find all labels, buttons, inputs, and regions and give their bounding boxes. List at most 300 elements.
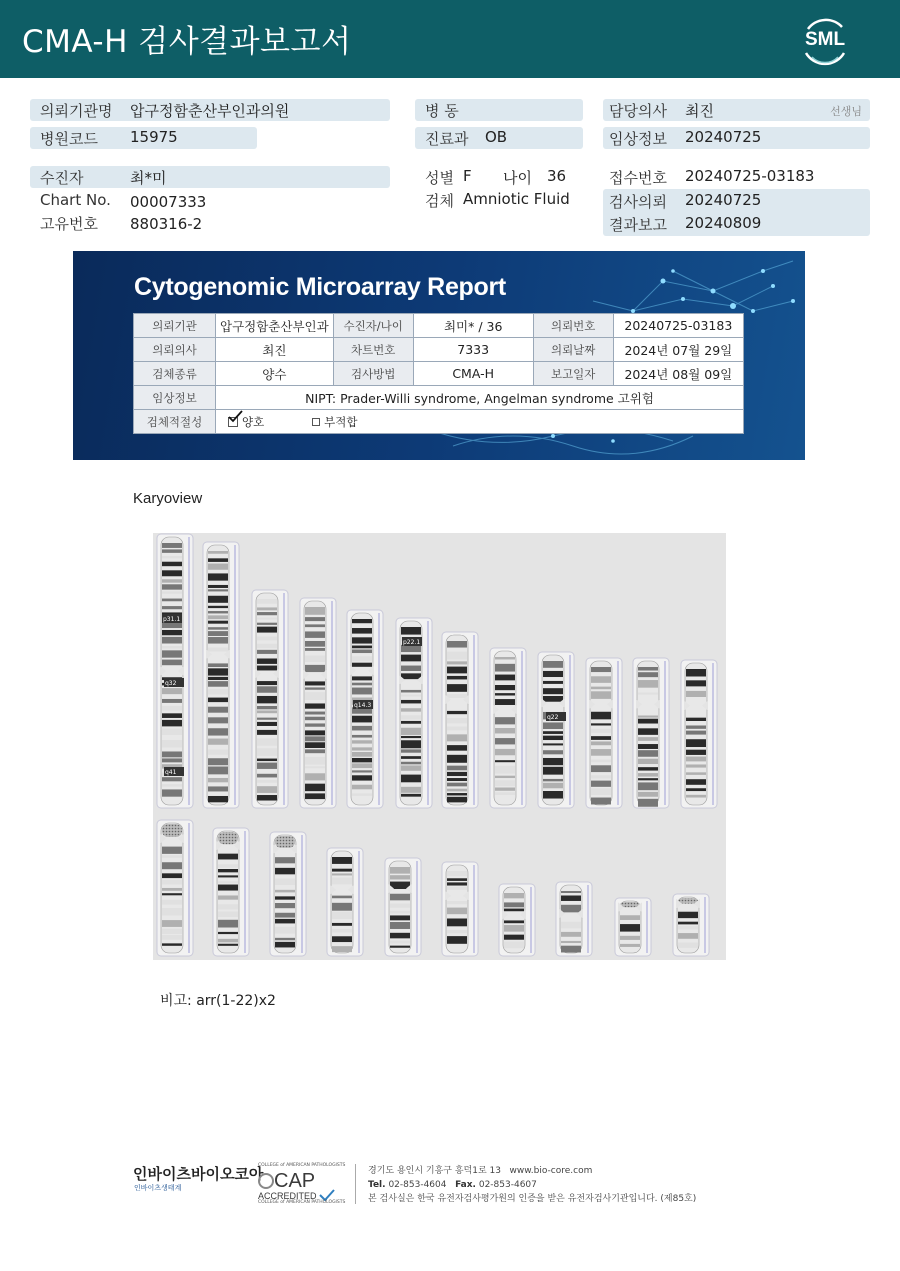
- chromosome-band: [162, 935, 182, 940]
- chromosome-band: [257, 718, 277, 720]
- remark-text: 비고: arr(1-22)x2: [160, 993, 276, 1009]
- chromosome-band: [401, 708, 421, 711]
- chromosome-band: [305, 766, 325, 768]
- chromosome-band: [257, 658, 277, 663]
- chromosome-band: [447, 641, 467, 648]
- chromosome-band: [591, 736, 611, 740]
- chromosome-band: [332, 929, 352, 933]
- chromosome-band: [401, 673, 421, 679]
- company-logo-sub: 인바이츠생태계: [134, 1184, 182, 1192]
- table-header-cell: 의뢰날짜: [533, 338, 613, 362]
- band-label: p22.1: [403, 639, 421, 646]
- table-cell: 2024년 07월 29일: [613, 338, 743, 362]
- chromosome-band: [638, 744, 658, 749]
- chromosome-band: [543, 758, 563, 765]
- chromosome-band: [162, 646, 182, 648]
- doctor-suffix: 선생님: [830, 105, 862, 118]
- request-report-field: [603, 189, 870, 236]
- chromosome-band: [162, 720, 182, 726]
- chromosome-band: [495, 776, 515, 778]
- chromosome-band: [638, 767, 658, 770]
- chromosome-band: [305, 757, 325, 765]
- satellite-region: [218, 832, 238, 844]
- specimen-field: [415, 189, 595, 211]
- chromosome-band: [218, 920, 238, 928]
- table-cell: 최진: [216, 338, 334, 362]
- chromosome-band: [401, 721, 421, 724]
- chromosome-band: [162, 728, 182, 735]
- chromosome-band: [447, 930, 467, 933]
- chromosome-band: [208, 796, 228, 802]
- table-header-cell: 보고일자: [533, 362, 613, 386]
- chromosome-band: [543, 681, 563, 684]
- chromosome-band: [305, 749, 325, 753]
- patient-field: [30, 166, 390, 188]
- chromosome-band: [447, 661, 467, 664]
- cap-accredited-text: ACCREDITED: [258, 1189, 335, 1201]
- chromosome-band: [352, 726, 372, 731]
- chromosome-band: [257, 666, 277, 671]
- chromosome-band: [401, 794, 421, 797]
- clinical-info-cell: NIPT: Prader-Willi syndrome, Angelman syndrome 고위험: [216, 386, 744, 410]
- chromosome-band: [305, 703, 325, 708]
- chromosome-band: [257, 599, 277, 604]
- chromosome-band: [561, 895, 581, 900]
- chromosome-band: [561, 891, 581, 893]
- chromosome-band: [352, 758, 372, 762]
- chromosome-band: [543, 722, 563, 729]
- chromosome-ideogram: [490, 648, 526, 808]
- chromosome-band: [162, 873, 182, 878]
- good-label: 양호: [241, 414, 265, 429]
- chromosome-band: [218, 875, 238, 877]
- chromosome-band: [504, 925, 524, 932]
- chromosome-band: [591, 729, 611, 733]
- chromosome-band: [495, 657, 515, 659]
- doctor-field: [603, 99, 870, 121]
- specimen-label: 검체: [425, 192, 454, 210]
- chromosome-band: [208, 681, 228, 687]
- chromosome-band: [620, 924, 640, 932]
- chromosome-band: [275, 868, 295, 874]
- chromosome-band: [447, 718, 467, 723]
- chromosome-band: [390, 940, 410, 943]
- chromosome-band: [504, 909, 524, 912]
- chromosome-band: [638, 737, 658, 741]
- chromosome-band: [352, 676, 372, 680]
- chromosome-band: [543, 696, 563, 702]
- chromosome-band: [352, 628, 372, 634]
- chromosome-band: [332, 869, 352, 872]
- chromosome-band: [495, 664, 515, 672]
- chromosome-band: [561, 905, 581, 913]
- chromosome-ideogram: [203, 542, 239, 808]
- chromosome-band: [257, 612, 277, 615]
- sex-label: 성별: [425, 169, 454, 187]
- chromosome-band: [208, 717, 228, 723]
- chromosome-band: [305, 692, 325, 700]
- chromosome-band: [447, 734, 467, 741]
- chromosome-band: [208, 564, 228, 570]
- company-logo: 인바이츠바이오코아: [133, 1165, 264, 1183]
- chromosome-band: [401, 740, 421, 748]
- band-label: q14.3: [354, 702, 372, 709]
- chromosome-band: [620, 936, 640, 940]
- chromosome-band: [495, 766, 515, 774]
- chromosome-band: [686, 739, 706, 747]
- chromosome-band: [332, 923, 352, 926]
- chromosome-band: [305, 793, 325, 799]
- chromosome-band: [390, 946, 410, 948]
- chromosome-band: [305, 641, 325, 647]
- chromosome-band: [686, 691, 706, 697]
- report-summary-table: [133, 313, 744, 434]
- chromosome-band: [495, 728, 515, 733]
- chromosome-band: [352, 740, 372, 743]
- chromosome-band: [543, 743, 563, 745]
- chromosome-band: [162, 893, 182, 895]
- chromosome-band: [447, 887, 467, 890]
- unique-no-field: [30, 212, 390, 234]
- chromosome-band: [686, 669, 706, 676]
- chromosome-band: [162, 637, 182, 644]
- patient-value: 최*미: [130, 169, 167, 187]
- chromosome-band: [257, 696, 277, 703]
- chromosome-band: [495, 685, 515, 690]
- chart-no-value: 00007333: [130, 193, 207, 211]
- chromosome-band: [218, 854, 238, 860]
- chromosome-band: [447, 789, 467, 792]
- chromosome-band: [162, 650, 182, 657]
- cap-top-text: COLLEGE of AMERICAN PATHOLOGISTS: [258, 1163, 346, 1168]
- chromosome-band: [447, 783, 467, 787]
- chromosome-band: [686, 795, 706, 798]
- chromosome-band: [208, 585, 228, 588]
- chromosome-band: [218, 912, 238, 918]
- unique-no-value: 880316-2: [130, 215, 203, 233]
- chromosome-band: [447, 652, 467, 660]
- chromosome-band: [447, 871, 467, 876]
- chromosome-band: [561, 941, 581, 943]
- chromosome-band: [591, 759, 611, 762]
- chromosome-ideogram: [327, 848, 363, 956]
- chromosome-band: [447, 908, 467, 915]
- report-header: [0, 0, 900, 78]
- chromosome-band: [638, 778, 658, 780]
- chromosome-band: [447, 745, 467, 751]
- chromosome-band: [543, 671, 563, 677]
- chromosome-band: [275, 903, 295, 908]
- chromosome-band: [218, 864, 238, 867]
- chromosome-band: [352, 663, 372, 667]
- chromosome-ideogram: [270, 832, 306, 956]
- chromosome-band: [447, 918, 467, 926]
- chromosome-band: [208, 786, 228, 791]
- ward-label: 병 동: [425, 102, 459, 120]
- band-label: q32: [165, 680, 177, 687]
- chromosome-band: [591, 765, 611, 772]
- chart-no-field: [30, 190, 390, 212]
- chromosome-band: [591, 741, 611, 745]
- cma-report-banner: [73, 251, 805, 460]
- chromosome-band: [495, 738, 515, 744]
- chromosome-band: [352, 752, 372, 757]
- sml-logo: [798, 13, 852, 67]
- age-value: 36: [547, 167, 567, 185]
- chromosome-band: [447, 793, 467, 795]
- chromosome-band: [543, 779, 563, 781]
- chromosome-band: [208, 668, 228, 675]
- chromosome-band: [543, 767, 563, 775]
- chromosome-band: [257, 627, 277, 633]
- hospital-code-value: 15975: [130, 128, 178, 146]
- chromosome-band: [305, 723, 325, 726]
- chromosome-band: [162, 630, 182, 635]
- chromosome-ideogram: [300, 598, 336, 808]
- chromosome-band: [638, 692, 658, 694]
- chromosome-band: [591, 676, 611, 683]
- chromosome-band: [257, 681, 277, 685]
- chromosome-band: [591, 667, 611, 672]
- chromosome-band: [686, 779, 706, 785]
- chromosome-band: [218, 895, 238, 899]
- chromosome-band: [162, 591, 182, 593]
- band-label: q22: [547, 714, 559, 721]
- chromosome-band: [162, 888, 182, 891]
- chromosome-band: [495, 780, 515, 786]
- chromosome-band: [686, 680, 706, 686]
- chromosome-band: [352, 770, 372, 772]
- contact-line: Tel. 02-853-4604 Fax. 02-853-4607: [368, 1180, 537, 1190]
- ward-field: [415, 99, 583, 121]
- chromosome-band: [390, 867, 410, 874]
- chromosome-band: [275, 942, 295, 948]
- chromosome-band: [305, 687, 325, 689]
- table-header-cell: 차트번호: [333, 338, 413, 362]
- chromosome-band: [591, 712, 611, 720]
- chromosome-band: [638, 759, 658, 764]
- sml-logo-text: SML: [804, 29, 846, 50]
- karyoview-image: [153, 533, 726, 960]
- chromosome-band: [447, 667, 467, 674]
- chromosome-band: [447, 766, 467, 771]
- chromosome-band: [305, 617, 325, 621]
- chromosome-band: [208, 707, 228, 713]
- chromosome-band: [591, 781, 611, 787]
- chromosome-ideogram: [538, 652, 574, 808]
- department-value: OB: [485, 128, 508, 146]
- chromosome-band: [638, 680, 658, 688]
- chromosome-band: [275, 890, 295, 893]
- chromosome-band: [390, 894, 410, 901]
- hospital-code-field: [30, 127, 257, 149]
- chromosome-ideogram: [633, 658, 669, 808]
- chromosome-band: [208, 551, 228, 554]
- chromosome-band: [218, 932, 238, 934]
- chromosome-band: [208, 573, 228, 580]
- chromosome-band: [332, 912, 352, 919]
- chromosome-band: [352, 637, 372, 643]
- department-label: 진료과: [425, 130, 469, 148]
- chromosome-band: [218, 939, 238, 942]
- chromosome-band: [495, 788, 515, 791]
- website-link[interactable]: www.bio-core.com: [509, 1166, 593, 1176]
- chromosome-band: [208, 589, 228, 591]
- chromosome-band: [401, 700, 421, 703]
- chromosome-ideogram: [615, 898, 651, 956]
- table-header-cell: 수진자/나이: [333, 314, 413, 338]
- chromosome-band: [257, 738, 277, 745]
- doctor-value: 최진: [685, 102, 714, 120]
- checkmark-icon: [227, 410, 243, 424]
- chromosome-band: [332, 946, 352, 952]
- chromosome-ideogram: [556, 882, 592, 956]
- chromosome-band: [591, 798, 611, 805]
- satellite-region: [162, 824, 182, 837]
- chromosome-band: [401, 655, 421, 662]
- chromosome-band: [352, 747, 372, 750]
- chromosome-band: [162, 880, 182, 885]
- band-label: q41: [165, 769, 177, 776]
- table-cell: 압구정함춘산부인과: [216, 314, 334, 338]
- chromosome-band: [218, 869, 238, 872]
- chromosome-band: [543, 750, 563, 754]
- chromosome-band: [257, 786, 277, 793]
- sex-value: F: [463, 167, 472, 185]
- chromosome-band: [620, 915, 640, 920]
- chromosome-band: [352, 619, 372, 623]
- chromosome-band: [390, 915, 410, 920]
- chromosome-band: [257, 795, 277, 801]
- chromosome-body: [542, 655, 564, 805]
- chromosome-band: [208, 615, 228, 619]
- address-line: 경기도 용인시 기흥구 흥덕1로 13 www.bio-core.com: [368, 1166, 593, 1176]
- chromosome-ideogram: [213, 828, 249, 956]
- chromosome-band: [447, 772, 467, 776]
- chromosome-band: [275, 879, 295, 885]
- requesting-institution-label: 의뢰기관명: [40, 102, 113, 120]
- chromosome-band: [638, 719, 658, 724]
- chromosome-band: [504, 920, 524, 923]
- chromosome-band: [390, 922, 410, 929]
- chromosome-band: [591, 723, 611, 725]
- chromosome-band: [591, 749, 611, 756]
- good-checkbox: [228, 417, 238, 427]
- chromosome-ideogram: [385, 858, 421, 956]
- chromosome-band: [504, 941, 524, 948]
- chromosome-ideogram: [442, 862, 478, 956]
- chromosome-band: [638, 782, 658, 790]
- chromosome-band: [257, 617, 277, 619]
- chromosome-ideogram: [442, 632, 478, 808]
- table-row: [134, 410, 744, 434]
- table-cell: 7333: [413, 338, 533, 362]
- specimen-value: Amniotic Fluid: [463, 190, 570, 208]
- chromosome-band: [401, 728, 421, 735]
- chromosome-band: [218, 885, 238, 891]
- chromosome-band: [591, 775, 611, 778]
- chromosome-band: [686, 772, 706, 775]
- chromosome-band: [352, 656, 372, 661]
- chromosome-band: [447, 711, 467, 714]
- chromosome-band: [162, 758, 182, 762]
- chromosome-band: [275, 857, 295, 863]
- chromosome-band: [257, 710, 277, 713]
- hospital-code-label: 병원코드: [40, 130, 98, 148]
- chromosome-band: [162, 929, 182, 934]
- chromosome-band: [686, 750, 706, 755]
- chromosome-band: [447, 684, 467, 692]
- chromosome-band: [686, 725, 706, 728]
- chromosome-band: [162, 549, 182, 552]
- chromosome-band: [332, 896, 352, 899]
- chromosome-band: [162, 599, 182, 602]
- chromosome-band: [495, 760, 515, 762]
- satellite-region: [678, 898, 698, 904]
- chromosome-band: [401, 756, 421, 759]
- chromosome-band: [332, 903, 352, 911]
- chromosome-band: [162, 855, 182, 858]
- clinical-info-value: 20240725: [685, 128, 762, 146]
- chromosome-band: [305, 681, 325, 685]
- table-header-cell: 의뢰기관: [134, 314, 216, 338]
- chromosome-band: [447, 936, 467, 944]
- chromosome-band: [305, 730, 325, 735]
- chromosome-band: [162, 740, 182, 748]
- chromosome-band: [208, 637, 228, 644]
- chromosome-band: [686, 757, 706, 762]
- table-header-cell: 의뢰번호: [533, 314, 613, 338]
- chromosome-band: [257, 644, 277, 648]
- chromosome-band: [162, 908, 182, 916]
- chromosome-band: [390, 911, 410, 914]
- chromosome-band: [305, 648, 325, 651]
- chromosome-band: [686, 788, 706, 791]
- chromosome-band: [352, 775, 372, 780]
- adequacy-cell: [216, 410, 744, 434]
- footer-divider: [355, 1164, 356, 1204]
- chromosome-band: [352, 793, 372, 796]
- chromosome-band: [401, 627, 421, 635]
- clinical-info-field: [603, 127, 870, 149]
- receipt-no-value: 20240725-03183: [685, 167, 815, 185]
- requesting-institution-value: 압구정함춘산부인과의원: [130, 102, 290, 120]
- chromosome-band: [390, 933, 410, 939]
- chromosome-band: [208, 749, 228, 754]
- chromosome-ideogram: [252, 590, 288, 808]
- chromosome-band: [305, 742, 325, 748]
- cap-accredited-logo: [258, 1163, 346, 1205]
- chromosome-band: [401, 749, 421, 752]
- chromosome-band: [208, 596, 228, 603]
- chromosome-band: [208, 739, 228, 745]
- cap-bottom-text: COLLEGE of AMERICAN PATHOLOGISTS: [258, 1200, 346, 1205]
- chromosome-band: [504, 893, 524, 898]
- chromosome-band: [257, 623, 277, 625]
- chromosome-band: [543, 661, 563, 668]
- chromosome-band: [332, 857, 352, 864]
- certification-notice: 본 검사실은 한국 유전자검사평가원의 인증을 받은 유전자검사기관입니다. (제85호): [368, 1194, 697, 1204]
- chromosome-band: [257, 686, 277, 692]
- chromosome-band: [401, 715, 421, 719]
- chromosome-band: [162, 777, 182, 781]
- test-request-value: 20240725: [685, 191, 762, 209]
- chromosome-band: [638, 799, 658, 807]
- chromosome-band: [162, 706, 182, 711]
- footer-address-block: [368, 1164, 696, 1206]
- chromosome-band: [162, 579, 182, 582]
- chromosome-band: [495, 693, 515, 695]
